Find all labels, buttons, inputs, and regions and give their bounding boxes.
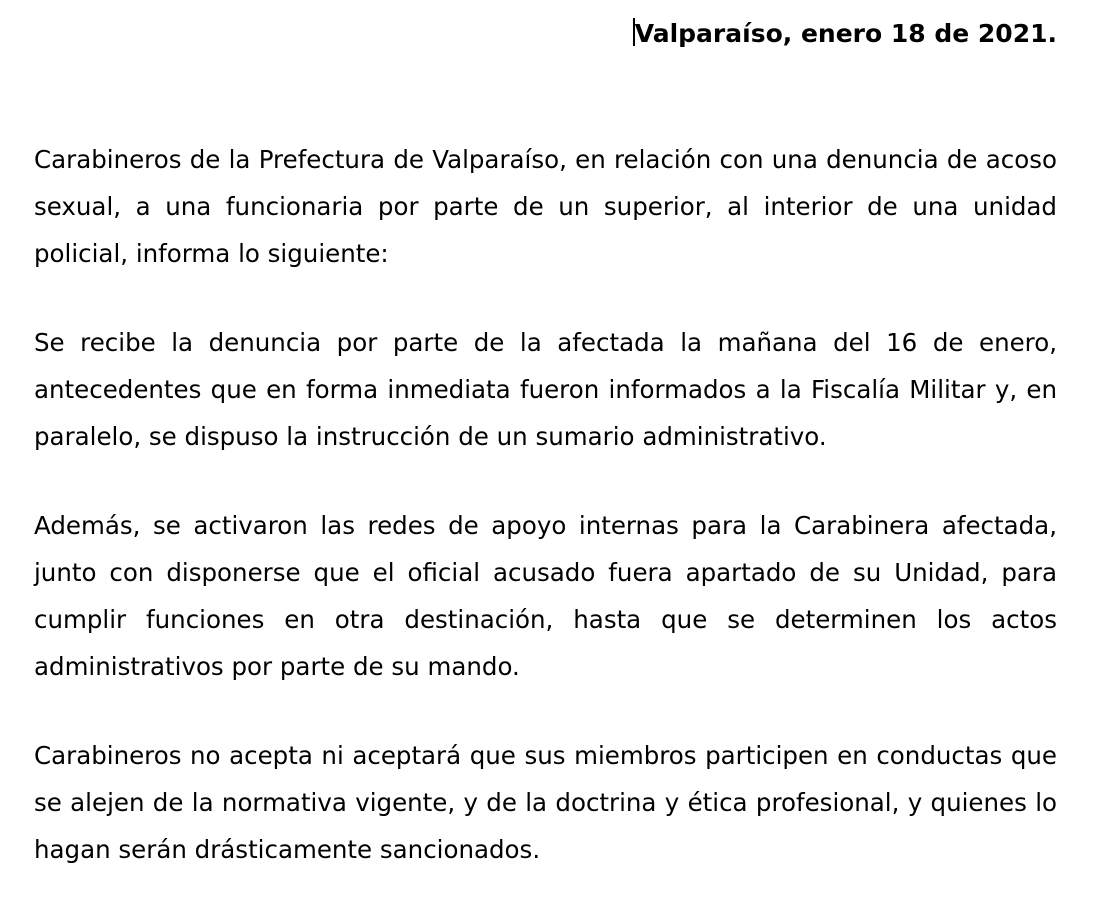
date-text: Valparaíso, enero 18 de 2021. <box>634 19 1057 48</box>
paragraph-complaint: Se recibe la denuncia por parte de la afectada la mañana del 16 de enero, antecedentes que en forma inmediata fueron informados a la Fiscalía Militar y, en paralelo, se dispuso la instrucción de un sumario administrativo. <box>34 328 1057 451</box>
paragraph-measures: Además, se activaron las redes de apoyo internas para la Carabinera afectada, junto con disponerse que el oficial acusado fuera apartado de su Unidad, para cumplir funciones en otra destinación, hasta que se determinen los actos administrativos por parte de su mando. <box>34 511 1057 681</box>
paragraph-intro: Carabineros de la Prefectura de Valparaíso, en relación con una denuncia de acoso sexual, a una funcionaria por parte de un superior, al interior de una unidad policial, informa lo siguiente: <box>34 145 1057 268</box>
date-line <box>633 14 1057 54</box>
document-body <box>34 136 1057 915</box>
paragraph-statement: Carabineros no acepta ni aceptará que sus miembros participen en conductas que se alejen de la normativa vigente, y de la doctrina y ética profesional, y quienes lo hagan serán drásticamente sancionados. <box>34 741 1057 864</box>
